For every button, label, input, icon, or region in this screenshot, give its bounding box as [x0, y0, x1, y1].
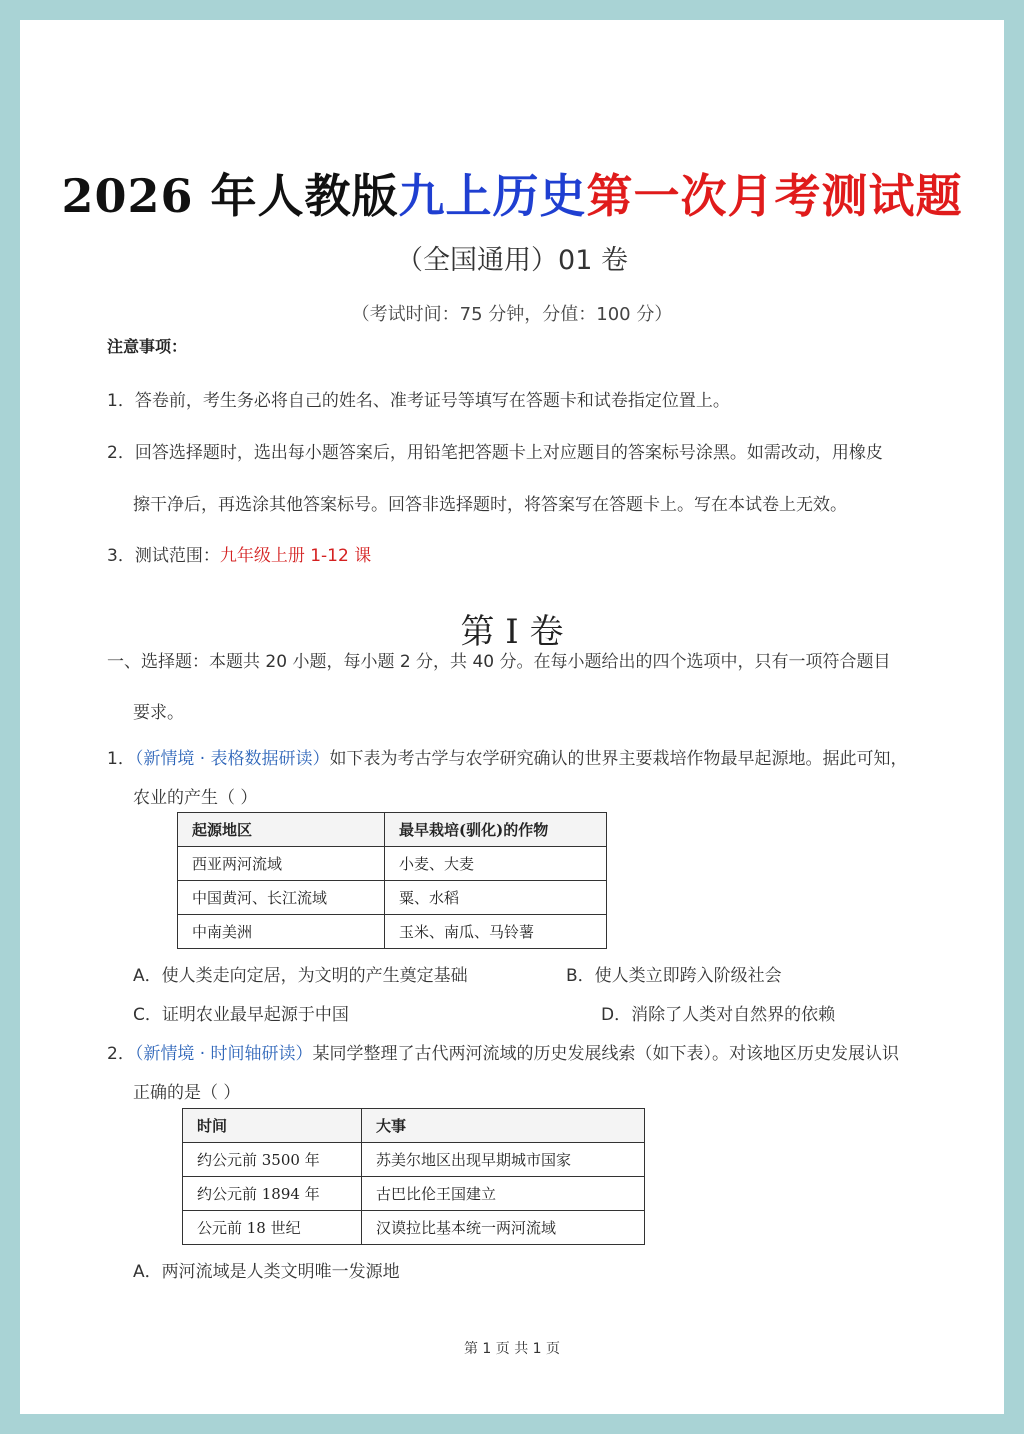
table-cell: 小麦、大麦 — [385, 847, 607, 881]
table-header-row — [178, 813, 607, 847]
question-1-number: 1． — [107, 749, 135, 769]
table-row — [183, 1143, 645, 1177]
question-1-stem-line-2: 农业的产生（ ） — [133, 788, 258, 808]
notice-item-3-label: 3．测试范围： — [107, 546, 220, 566]
notice-item-2-line-1: 2．回答选择题时，选出每小题答案后，用铅笔把答题卡上对应题目的答案标号涂黑。如需改动，用橡皮 — [107, 443, 883, 463]
notice-item-3 — [107, 541, 371, 566]
page-footer: 第 1 页 共 1 页 — [463, 1341, 561, 1357]
question-1-option-c: C．证明农业最早起源于中国 — [133, 1005, 349, 1025]
table-header-cell: 时间 — [183, 1109, 362, 1143]
table-cell: 约公元前 3500 年 — [183, 1143, 362, 1177]
table-header-cell: 起源地区 — [178, 813, 385, 847]
table-row — [178, 915, 607, 949]
test-range: 九年级上册 1-12 课 — [219, 546, 372, 566]
question-2-table — [182, 1108, 645, 1245]
section-instruction-line-2: 要求。 — [133, 703, 184, 723]
title-year-edition: 2026 年人教版 — [61, 169, 399, 223]
table-row — [183, 1211, 645, 1245]
question-2-stem — [107, 1039, 899, 1064]
title-subject: 九上历史 — [398, 169, 587, 223]
table-header-row — [183, 1109, 645, 1143]
exam-time-score: （考试时间：75 分钟，分值：100 分） — [351, 304, 673, 325]
section-instruction-line-1: 一、选择题：本题共 20 小题，每小题 2 分，共 40 分。在每小题给出的四个选项中，只有一项符合题目 — [107, 652, 891, 672]
table-header-cell: 大事 — [362, 1109, 645, 1143]
table-row — [183, 1177, 645, 1211]
question-2-text: 某同学整理了古代两河流域的历史发展线索（如下表）。对该地区历史发展认识 — [312, 1044, 900, 1064]
section-title: 第 I 卷 — [460, 612, 564, 652]
notice-item-1: 1．答卷前，考生务必将自己的姓名、准考证号等填写在答题卡和试卷指定位置上。 — [107, 391, 730, 411]
question-1-stem — [107, 744, 908, 769]
question-2-stem-line-2: 正确的是（ ） — [133, 1083, 241, 1103]
question-1-option-b: B．使人类立即跨入阶级社会 — [566, 966, 782, 986]
question-1-table — [177, 812, 607, 949]
table-cell: 中国黄河、长江流域 — [178, 881, 385, 915]
table-cell: 玉米、南瓜、马铃薯 — [385, 915, 607, 949]
table-header-cell: 最早栽培(驯化)的作物 — [385, 813, 607, 847]
question-1-option-d: D．消除了人类对自然界的依赖 — [601, 1005, 836, 1025]
notice-heading: 注意事项： — [107, 337, 188, 356]
table-cell: 公元前 18 世纪 — [183, 1211, 362, 1245]
exam-title — [20, 160, 1004, 226]
title-test-name: 第一次月考测试题 — [586, 169, 963, 223]
question-1-option-a: A．使人类走向定居，为文明的产生奠定基础 — [133, 966, 468, 986]
table-cell: 粟、水稻 — [385, 881, 607, 915]
table-cell: 约公元前 1894 年 — [183, 1177, 362, 1211]
notice-item-2-line-2: 擦干净后，再选涂其他答案标号。回答非选择题时，将答案写在答题卡上。写在本试卷上无效。 — [133, 495, 847, 515]
question-2-number: 2． — [107, 1044, 135, 1064]
table-row — [178, 881, 607, 915]
question-2-option-a: A．两河流域是人类文明唯一发源地 — [133, 1262, 400, 1282]
question-1-text: 如下表为考古学与农学研究确认的世界主要栽培作物最早起源地。据此可知， — [329, 749, 908, 769]
table-cell: 西亚两河流域 — [178, 847, 385, 881]
exam-page — [20, 20, 1004, 1414]
exam-subtitle: （全国通用）01 卷 — [396, 245, 628, 276]
question-1-tag: （新情境 · 表格数据研读） — [134, 749, 330, 769]
table-cell: 中南美洲 — [178, 915, 385, 949]
table-cell: 苏美尔地区出现早期城市国家 — [362, 1143, 645, 1177]
table-cell: 古巴比伦王国建立 — [362, 1177, 645, 1211]
table-cell: 汉谟拉比基本统一两河流域 — [362, 1211, 645, 1245]
table-row — [178, 847, 607, 881]
question-2-tag: （新情境 · 时间轴研读） — [134, 1044, 313, 1064]
